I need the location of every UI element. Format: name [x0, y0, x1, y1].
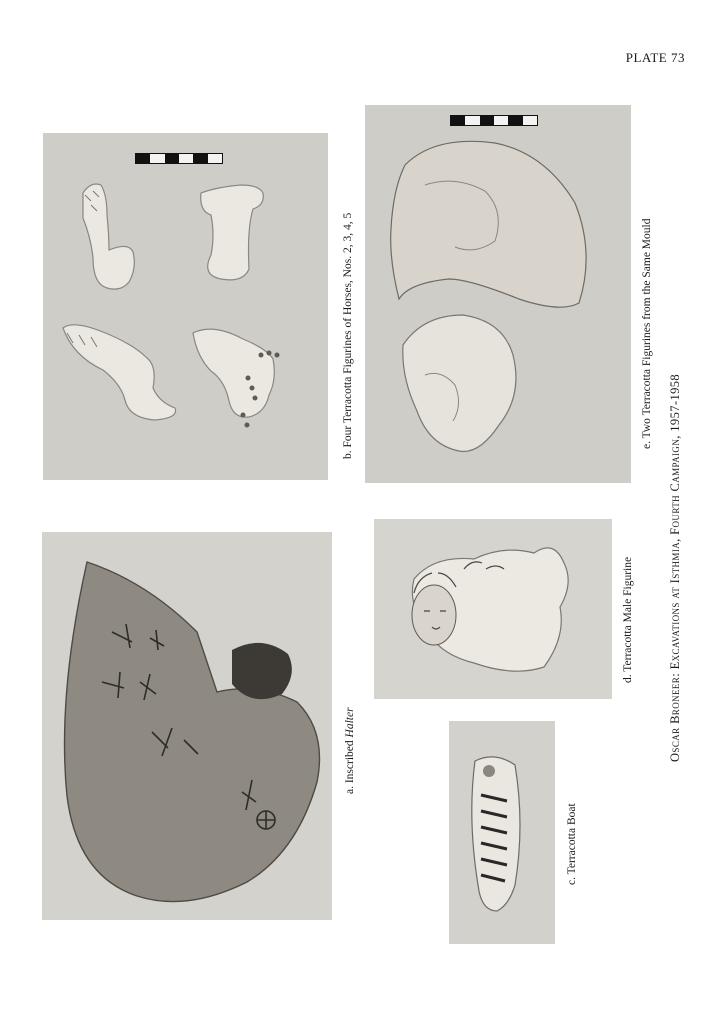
caption-b: b. Four Terracotta Figurines of Horses, Nos. 2, 3, 4, 5	[342, 212, 354, 459]
photo-two-figurines	[365, 105, 631, 483]
caption-a: a. Inscribed Halter	[344, 707, 356, 794]
caption-d: d. Terracotta Male Figurine	[622, 556, 634, 683]
photo-inscribed-halter	[42, 532, 332, 920]
plate-number: PLATE 73	[625, 50, 685, 65]
two-figurines-image	[365, 105, 631, 483]
caption-e: e. Two Terracotta Figurines from the Same Mould	[641, 218, 653, 449]
terracotta-boat-image	[449, 721, 555, 944]
footer-caption: Oscar Broneer: Excavations at Isthmia, Fourth Campaign, 1957-1958	[668, 373, 682, 762]
halter-image	[42, 532, 332, 920]
horse-figurines-image	[43, 133, 328, 480]
male-figurine-image	[374, 519, 612, 699]
caption-c: c. Terracotta Boat	[566, 803, 578, 885]
photo-terracotta-boat	[449, 721, 555, 944]
photo-male-figurine	[374, 519, 612, 699]
photo-horse-figurines	[43, 133, 328, 480]
